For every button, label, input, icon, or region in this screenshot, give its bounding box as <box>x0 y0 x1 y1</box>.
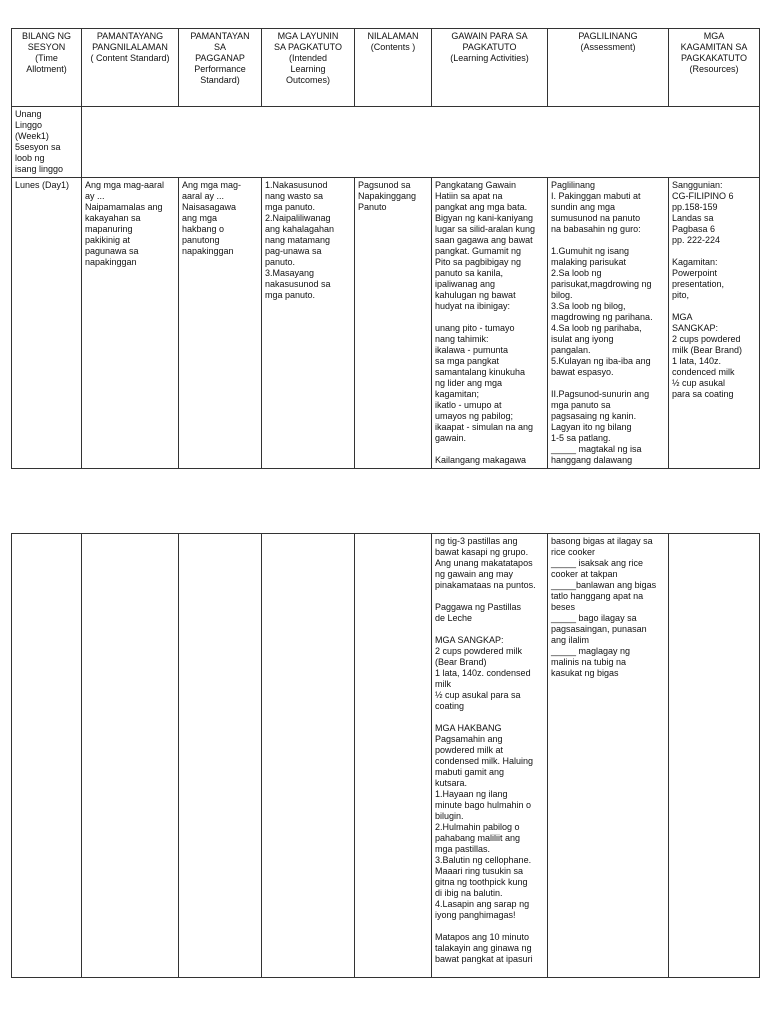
lesson-plan-table-page2 <box>11 533 760 978</box>
resources-paragraph: Kagamitan: Powerpoint presentation, pito, <box>672 257 725 300</box>
resources-cell <box>669 178 760 469</box>
activities-paragraph: Paggawa ng Pastillas de Leche <box>435 602 522 623</box>
header-learning-activities: GAWAIN PARA SA PAGKATUTO (Learning Activities) <box>432 29 548 107</box>
week-row <box>12 107 760 178</box>
content-standard-cell: Ang mga mag-aaral ay ... Naipamamalas ang kakayahan sa mapanuring pakikinig at pagunawa sa napakinggan <box>82 178 179 469</box>
activities-paragraph: MGA SANGKAP: 2 cups powdered milk (Bear Brand) 1 lata, 140z. condensed milk ½ cup asukal para sa coating <box>435 635 531 711</box>
header-session: BILANG NG SESYON (Time Allotment) <box>12 29 82 107</box>
activities-paragraph: Matapos ang 10 minuto talakayin ang ginawa ng bawat pangkat at ipasuri <box>435 932 533 964</box>
cont-empty-cell <box>179 534 262 978</box>
performance-standard-cell: Ang mga mag- aaral ay ... Naisasagawa ang mga hakbang o panutong napakinggan <box>179 178 262 469</box>
activities-paragraph: unang pito - tumayo nang tahimik: ikalawa - pumunta sa mga pangkat samantalang kinukuha ng lider ang mga kagamitan; ikatlo - umupo at umayos ng pabilog; ikaapat - simulan na ang gawain. <box>435 323 534 443</box>
cont-empty-cell <box>12 534 82 978</box>
cont-empty-cell <box>669 534 760 978</box>
contents-cell: Pagsunod sa Napakinggang Panuto <box>355 178 432 469</box>
activities-paragraph: Pangkatang Gawain Hatiin sa apat na pangkat ang mga bata. Bigyan ng kani-kaniyang lugar sa silid-aralan kung saan gagawa ang bawat pangkat. Gumamit ng Pito sa pagbibigay ng panuto sa kanila, ipaliwanag ang kahulugan ng bawat hudyat na ibinigay: <box>435 180 536 311</box>
header-contents: NILALAMAN (Contents ) <box>355 29 432 107</box>
cont-activities-cell <box>432 534 548 978</box>
lesson-plan-table-page1 <box>11 28 760 469</box>
assessment-paragraph: Paglilinang I. Pakinggan mabuti at sundin ang mga sumusunod na panuto na babasahin ng guro: <box>551 180 641 234</box>
cont-empty-cell <box>262 534 355 978</box>
cont-assessment-cell <box>548 534 669 978</box>
cont-empty-cell <box>82 534 179 978</box>
header-resources: MGA KAGAMITAN SA PAGKAKATUTO (Resources) <box>669 29 760 107</box>
header-assessment: PAGLILINANG (Assessment) <box>548 29 669 107</box>
continuation-row <box>12 534 760 978</box>
assessment-cell <box>548 178 669 469</box>
activities-paragraph: ng tig-3 pastillas ang bawat kasapi ng grupo. Ang unang makatatapos ng gawain ang may pinakamataas na puntos. <box>435 536 536 590</box>
activities-paragraph: Kailangang makagawa <box>435 455 527 465</box>
day-row <box>12 178 760 469</box>
week-row-empty-cell <box>82 107 760 178</box>
header-row <box>12 29 760 107</box>
header-content-standard: PAMANTAYANG PANGNILALAMAN ( Content Standard) <box>82 29 179 107</box>
activities-cell <box>432 178 548 469</box>
header-performance-standard: PAMANTAYAN SA PAGGANAP Performance Standard) <box>179 29 262 107</box>
assessment-paragraph: II.Pagsunod-sunurin ang mga panuto sa pagsasaing ng kanin. Lagyan ito ng bilang 1-5 sa patlang. _____ magtakal ng isa hanggang dalawang <box>551 389 650 465</box>
day-session-cell: Lunes (Day1) <box>12 178 82 469</box>
assessment-paragraph: basong bigas at ilagay sa rice cooker _____ isaksak ang rice cooker at takpan _____banlawan ang bigas tatlo hanggang apat na beses _____ bago ilagay sa pagsasaingan, punasan ang ilalim _____ maglagay ng malinis na tubig na kasukat ng bigas <box>551 536 657 678</box>
resources-paragraph: Sanggunian: CG-FILIPINO 6 pp.158-159 Landas sa Pagbasa 6 pp. 222-224 <box>672 180 734 245</box>
assessment-paragraph: 1.Gumuhit ng isang malaking parisukat 2.Sa loob ng parisukat,magdrowing ng bilog. 3.Sa loob ng bilog, magdrowing ng parihana. 4.Sa loob ng parihaba, isulat ang iyong pangalan. 5.Kulayan ng iba-iba ang bawat espasyo. <box>551 246 653 377</box>
activities-paragraph: MGA HAKBANG Pagsamahin ang powdered milk at condensed milk. Haluing mabuti gamit ang kutsara. 1.Hayaan ng ilang minute bago hulmahin o bilugin. 2.Hulmahin pabilog o pahabang maliliit ang mga pastillas. 3.Balutin ng cellophane. Maaari ring tusukin sa gitna ng toothpick kung di ibig na balutin. 4.Lasapin ang sarap ng iyong panghimagas! <box>435 723 534 920</box>
week-label: Unang Linggo (Week1) 5sesyon sa loob ng isang linggo <box>12 107 82 178</box>
outcomes-cell: 1.Nakasusunod nang wasto sa mga panuto. 2.Naipaliliwanag ang kahalagahan nang matamang pag-unawa sa panuto. 3.Masayang nakasusunod sa mga panuto. <box>262 178 355 469</box>
resources-paragraph: MGA SANGKAP: 2 cups powdered milk (Bear Brand) 1 lata, 140z. condenced milk ½ cup asukal para sa coating <box>672 312 743 399</box>
header-learning-outcomes: MGA LAYUNIN SA PAGKATUTO (Intended Learning Outcomes) <box>262 29 355 107</box>
cont-empty-cell <box>355 534 432 978</box>
